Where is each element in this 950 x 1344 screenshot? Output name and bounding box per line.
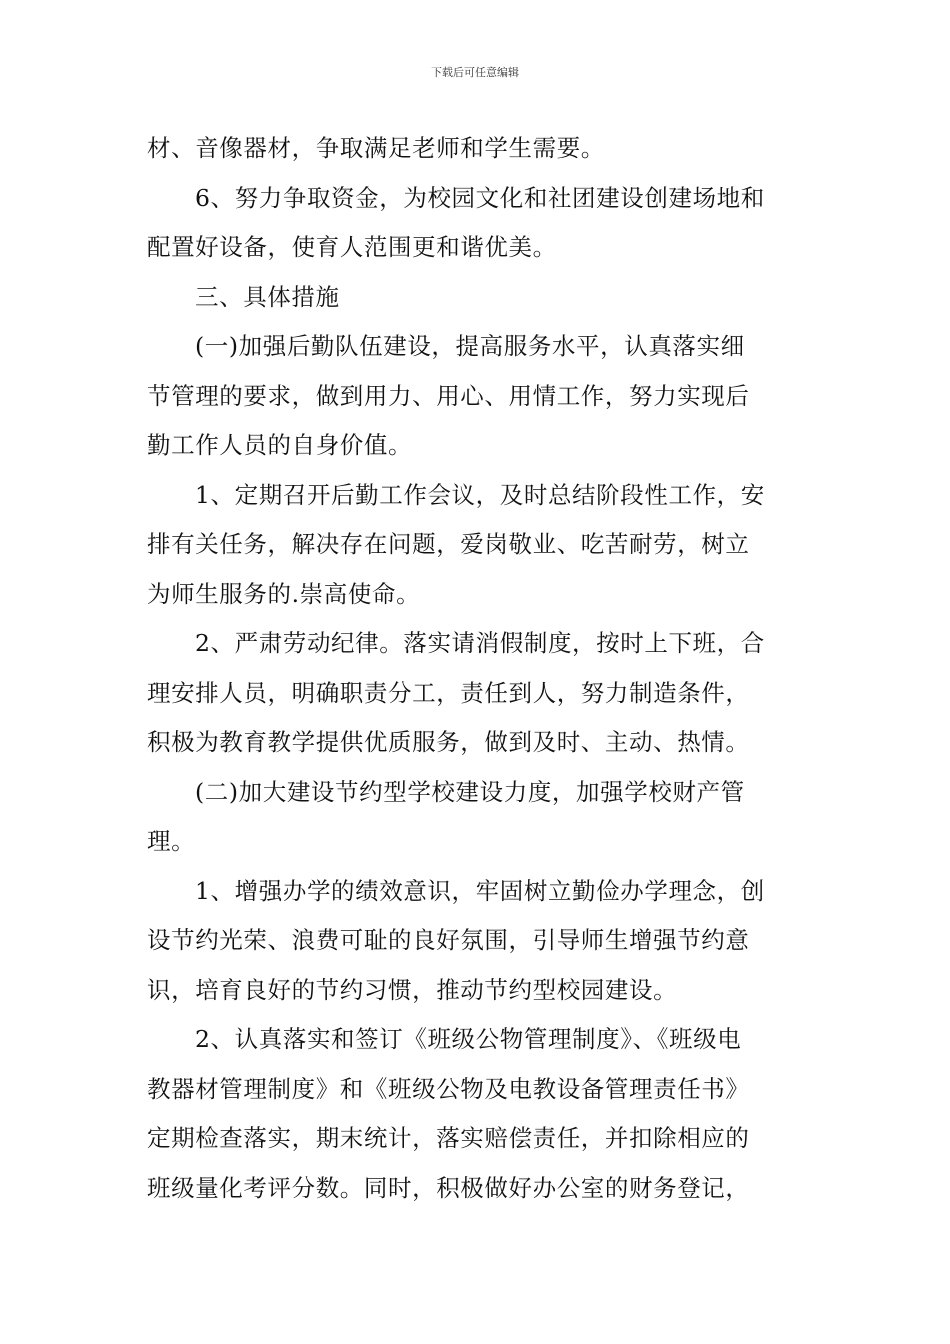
text-line: 勤工作人员的自身价值。 [147,431,413,459]
text-line: 6、努力争取资金，为校园文化和社团建设创建场地和 [195,183,765,212]
text-line: 材、音像器材，争取满足老师和学生需要。 [147,134,605,162]
text-line: 设节约光荣、浪费可耻的良好氛围，引导师生增强节约意 [147,926,750,954]
text-line: 识，培育良好的节约习惯，推动节约型校园建设。 [147,975,678,1004]
section-heading: 三、具体措施 [195,282,340,311]
text-line: 定期检查落实，期末统计，落实赔偿责任，并扣除相应的 [147,1124,750,1152]
text-line: (二)加大建设节约型学校建设力度，加强学校财产管 [195,777,745,806]
text-line: 1、增强办学的绩效意识，牢固树立勤俭办学理念，创 [195,876,765,905]
text-line: 配置好设备，使育人范围更和谐优美。 [147,233,557,261]
text-line: 2、严肃劳动纪律。落实请消假制度，按时上下班，合 [195,629,765,657]
text-line: 排有关任务，解决存在问题，爱岗敬业、吃苦耐劳，树立 [147,530,750,558]
text-line: (一)加强后勤队伍建设，提高服务水平，认真落实细 [195,332,745,360]
text-line: 教器材管理制度》和《班级公物及电教设备管理责任书》 [147,1074,750,1103]
page-header: 下载后可任意编辑 [431,66,519,79]
text-line: 1、定期召开后勤工作会议，及时总结阶段性工作，安 [195,480,765,509]
text-line: 节管理的要求，做到用力、用心、用情工作，努力实现后 [147,381,750,410]
text-line: 理。 [147,827,196,855]
document-body [147,124,807,1213]
text-line: 积极为教育教学提供优质服务，做到及时、主动、热情。 [147,728,750,756]
text-line: 理安排人员，明确职责分工，责任到人，努力制造条件， [147,678,750,707]
text-line: 2、认真落实和签订《班级公物管理制度》、《班级电 [195,1025,742,1053]
text-line: 为师生服务的.崇高使命。 [147,579,421,608]
text-line: 班级量化考评分数。同时，积极做好办公室的财务登记， [147,1173,750,1202]
